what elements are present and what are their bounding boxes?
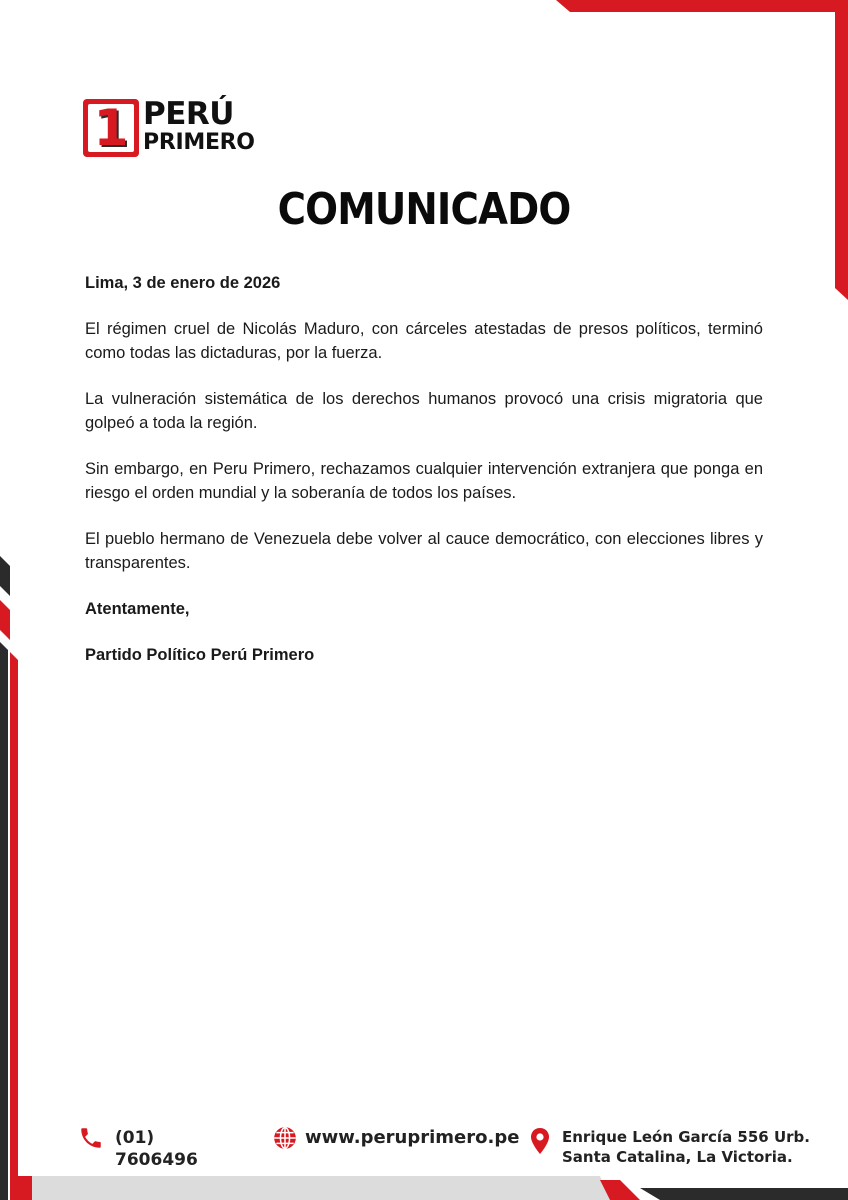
paragraph: El régimen cruel de Nicolás Maduro, con cárceles atestadas de presos políticos, terminó como todas las dictaduras, por la fuerza. xyxy=(85,320,763,362)
left-red-stripe xyxy=(10,652,18,1176)
left-red-chevron xyxy=(0,600,10,640)
paragraph: Sin embargo, en Peru Primero, rechazamos cualquier intervención extranjera que ponga en riesgo el orden mundial y la soberanía de todos los países. xyxy=(85,460,763,502)
footer-address xyxy=(528,1127,810,1171)
closing: Atentamente, xyxy=(85,600,190,618)
globe-icon xyxy=(272,1125,298,1151)
document-body xyxy=(85,271,763,689)
party-logo xyxy=(83,96,255,159)
top-right-red-band xyxy=(556,0,848,12)
document-title: COMUNICADO xyxy=(277,184,571,235)
signature: Partido Político Perú Primero xyxy=(85,646,315,664)
footer-phone xyxy=(78,1125,228,1170)
paragraph: El pueblo hermano de Venezuela debe volver al cauce democrático, con elecciones libres y transparentes. xyxy=(85,530,763,572)
document-date: Lima, 3 de enero de 2026 xyxy=(85,274,281,292)
bottom-dark-band xyxy=(640,1188,848,1200)
phone-number: (01) 7606496 xyxy=(115,1128,198,1170)
website-url[interactable]: www.peruprimero.pe xyxy=(305,1127,520,1148)
bottom-red-band xyxy=(10,1176,32,1200)
phone-icon xyxy=(78,1125,104,1151)
address-line-1: Enrique León García 556 Urb. xyxy=(562,1128,810,1146)
logo-number: 1 xyxy=(93,99,129,157)
paragraph: La vulneración sistemática de los derechos humanos provocó una crisis migratoria que golpeó a toda la región. xyxy=(85,390,763,432)
logo-line-1: PERÚ xyxy=(143,96,234,132)
logo-line-2: PRIMERO xyxy=(143,130,255,155)
bottom-light-band xyxy=(32,1176,610,1200)
location-pin-icon xyxy=(528,1127,552,1155)
left-dark-chevron xyxy=(0,556,10,596)
logo-wordmark xyxy=(143,96,255,156)
bottom-red-corner xyxy=(600,1180,640,1200)
footer-website xyxy=(272,1125,520,1151)
right-red-band xyxy=(835,12,848,300)
address-line-2: Santa Catalina, La Victoria. xyxy=(562,1148,793,1166)
left-dark-stripe xyxy=(0,642,8,1200)
logo-number-badge xyxy=(83,99,139,157)
